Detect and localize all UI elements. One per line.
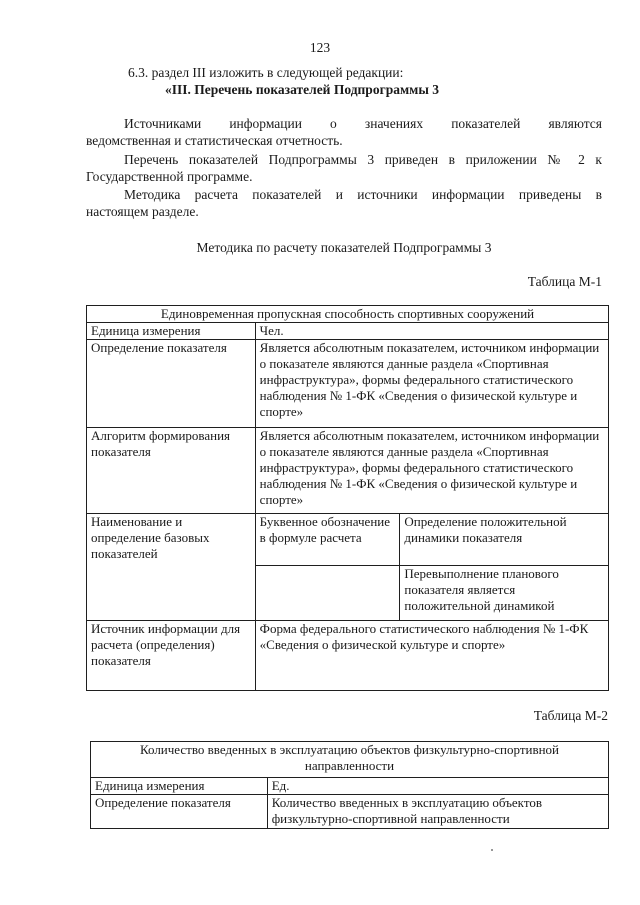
method-heading: Методика по расчету показателей Подпрограммы 3 (196, 240, 492, 255)
table1-algorithm-label: Алгоритм формирования показателя (87, 428, 256, 514)
table1-definition-value: Является абсолютным показателем, источником информации о показателе являются данные раздела «Спортивная инфраструктура», формы федерального статистического наблюдения № 1-ФК «Сведения о физической культуре и спорте» (255, 340, 608, 428)
table1-base-dynamics-header: Определение положительной динамики показателя (400, 514, 609, 566)
table1-base-letter-header: Буквенное обозначение в формуле расчета (255, 514, 400, 566)
table1-label: Таблица М-1 (527, 274, 602, 289)
page-number: 123 (309, 40, 331, 55)
table1-algorithm-value: Является абсолютным показателем, источником информации о показателе являются данные раздела «Спортивная инфраструктура», формы федерального статистического наблюдения № 1-ФК «Сведения о физической культуре и спорте» (255, 428, 608, 514)
table2-caption: Количество введенных в эксплуатацию объектов физкультурно-спортивной направленности (91, 742, 609, 778)
table1-source-value: Форма федерального статистического наблюдения № 1-ФК «Сведения о физической культуре и спорте» (255, 621, 608, 691)
table1-unit-value: Чел. (255, 323, 608, 340)
paragraph-1-line-1: Источниками информации о значениях показателей являются (124, 116, 602, 131)
table1-base-dynamics-cell: Перевыполнение планового показателя является положительной динамикой (400, 566, 609, 621)
table1-base-label: Наименование и определение базовых показателей (87, 514, 256, 621)
table-m1 (86, 305, 609, 691)
table2-unit-label: Единица измерения (91, 778, 268, 795)
paragraph-2-line-2: Государственной программе. (86, 169, 253, 184)
table-m2 (90, 741, 609, 829)
table1-definition-label: Определение показателя (87, 340, 256, 428)
section-title: «III. Перечень показателей Подпрограммы 3 (165, 82, 440, 97)
paragraph-3-line-2: настоящем разделе. (86, 204, 199, 219)
paragraph-2-line-1: Перечень показателей Подпрограммы 3 приведен в приложении № 2 к (124, 152, 602, 167)
table2-definition-value: Количество введенных в эксплуатацию объектов физкультурно-спортивной направленности (267, 795, 608, 829)
scan-speck (491, 849, 493, 851)
paragraph-1-line-2: ведомственная и статистическая отчетность. (86, 133, 343, 148)
table2-definition-label: Определение показателя (91, 795, 268, 829)
intro-line: 6.3. раздел III изложить в следующей редакции: (128, 65, 404, 80)
table1-caption: Единовременная пропускная способность спортивных сооружений (87, 306, 609, 323)
table1-unit-label: Единица измерения (87, 323, 256, 340)
paragraph-3-line-1: Методика расчета показателей и источники информации приведены в (124, 187, 602, 202)
table1-source-label: Источник информации для расчета (определения) показателя (87, 621, 256, 691)
table2-label: Таблица М-2 (533, 708, 608, 723)
table1-base-letter-cell (255, 566, 400, 621)
table2-unit-value: Ед. (267, 778, 608, 795)
